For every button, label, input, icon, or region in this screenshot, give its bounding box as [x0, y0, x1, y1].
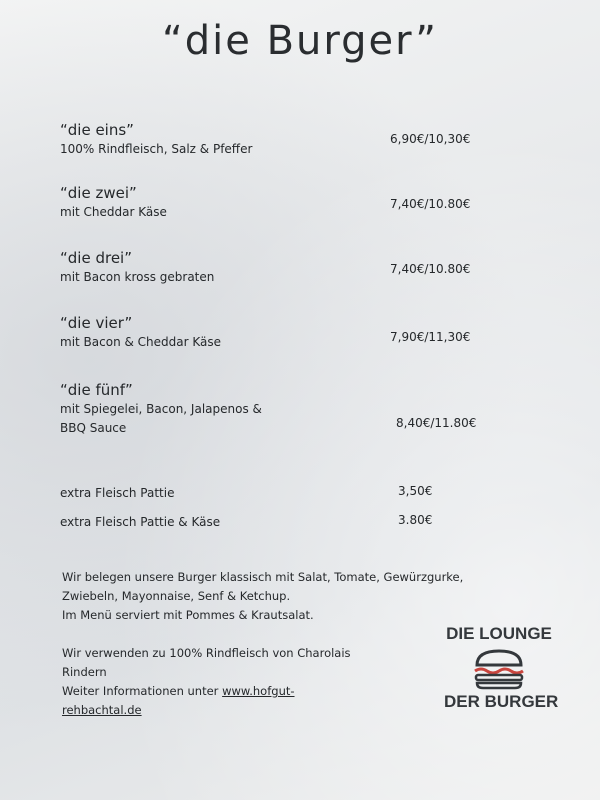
extra-label: extra Fleisch Pattie [60, 486, 175, 500]
item-description: 100% Rindfleisch, Salz & Pfeffer [60, 142, 253, 156]
item-price: 6,90€/10,30€ [390, 132, 471, 146]
item-name: “die drei” [60, 249, 132, 267]
website-link[interactable]: www.hofgut- [222, 684, 295, 698]
note-line: Rindern [62, 665, 107, 679]
item-price: 7,40€/10.80€ [390, 197, 471, 211]
item-description: mit Cheddar Käse [60, 205, 167, 219]
item-name: “die fünf” [60, 381, 133, 399]
website-link[interactable]: rehbachtal.de [62, 703, 142, 717]
burger-icon [469, 648, 529, 690]
extra-price: 3,50€ [398, 484, 433, 498]
menu-title: “die Burger” [162, 18, 438, 64]
notes-toppings [62, 568, 542, 625]
item-name: “die zwei” [60, 184, 137, 202]
note-line: Wir verwenden zu 100% Rindfleisch von Charolais [62, 646, 351, 660]
note-line: Im Menü serviert mit Pommes & Krautsalat. [62, 608, 314, 622]
logo-bottom-text: DER BURGER [444, 692, 559, 711]
item-price: 7,40€/10.80€ [390, 262, 471, 276]
item-description: mit Bacon kross gebraten [60, 270, 215, 284]
item-price: 7,90€/11,30€ [390, 330, 471, 344]
extra-label: extra Fleisch Pattie & Käse [60, 515, 221, 529]
item-price: 8,40€/11.80€ [396, 416, 477, 430]
item-name: “die eins” [60, 121, 134, 139]
note-line: Zwiebeln, Mayonnaise, Senf & Ketchup. [62, 589, 291, 603]
extra-price: 3.80€ [398, 513, 433, 527]
logo-top-text: DIE LOUNGE [446, 624, 552, 643]
item-name: “die vier” [60, 314, 133, 332]
item-description: mit Bacon & Cheddar Käse [60, 335, 222, 349]
item-description: mit Spiegelei, Bacon, Jalapenos & [60, 402, 262, 416]
item-description: BBQ Sauce [60, 421, 127, 435]
note-line: Wir belegen unsere Burger klassisch mit Salat, Tomate, Gewürzgurke, [62, 570, 464, 584]
info-prefix: Weiter Informationen unter [62, 684, 223, 698]
lounge-logo [444, 624, 559, 720]
